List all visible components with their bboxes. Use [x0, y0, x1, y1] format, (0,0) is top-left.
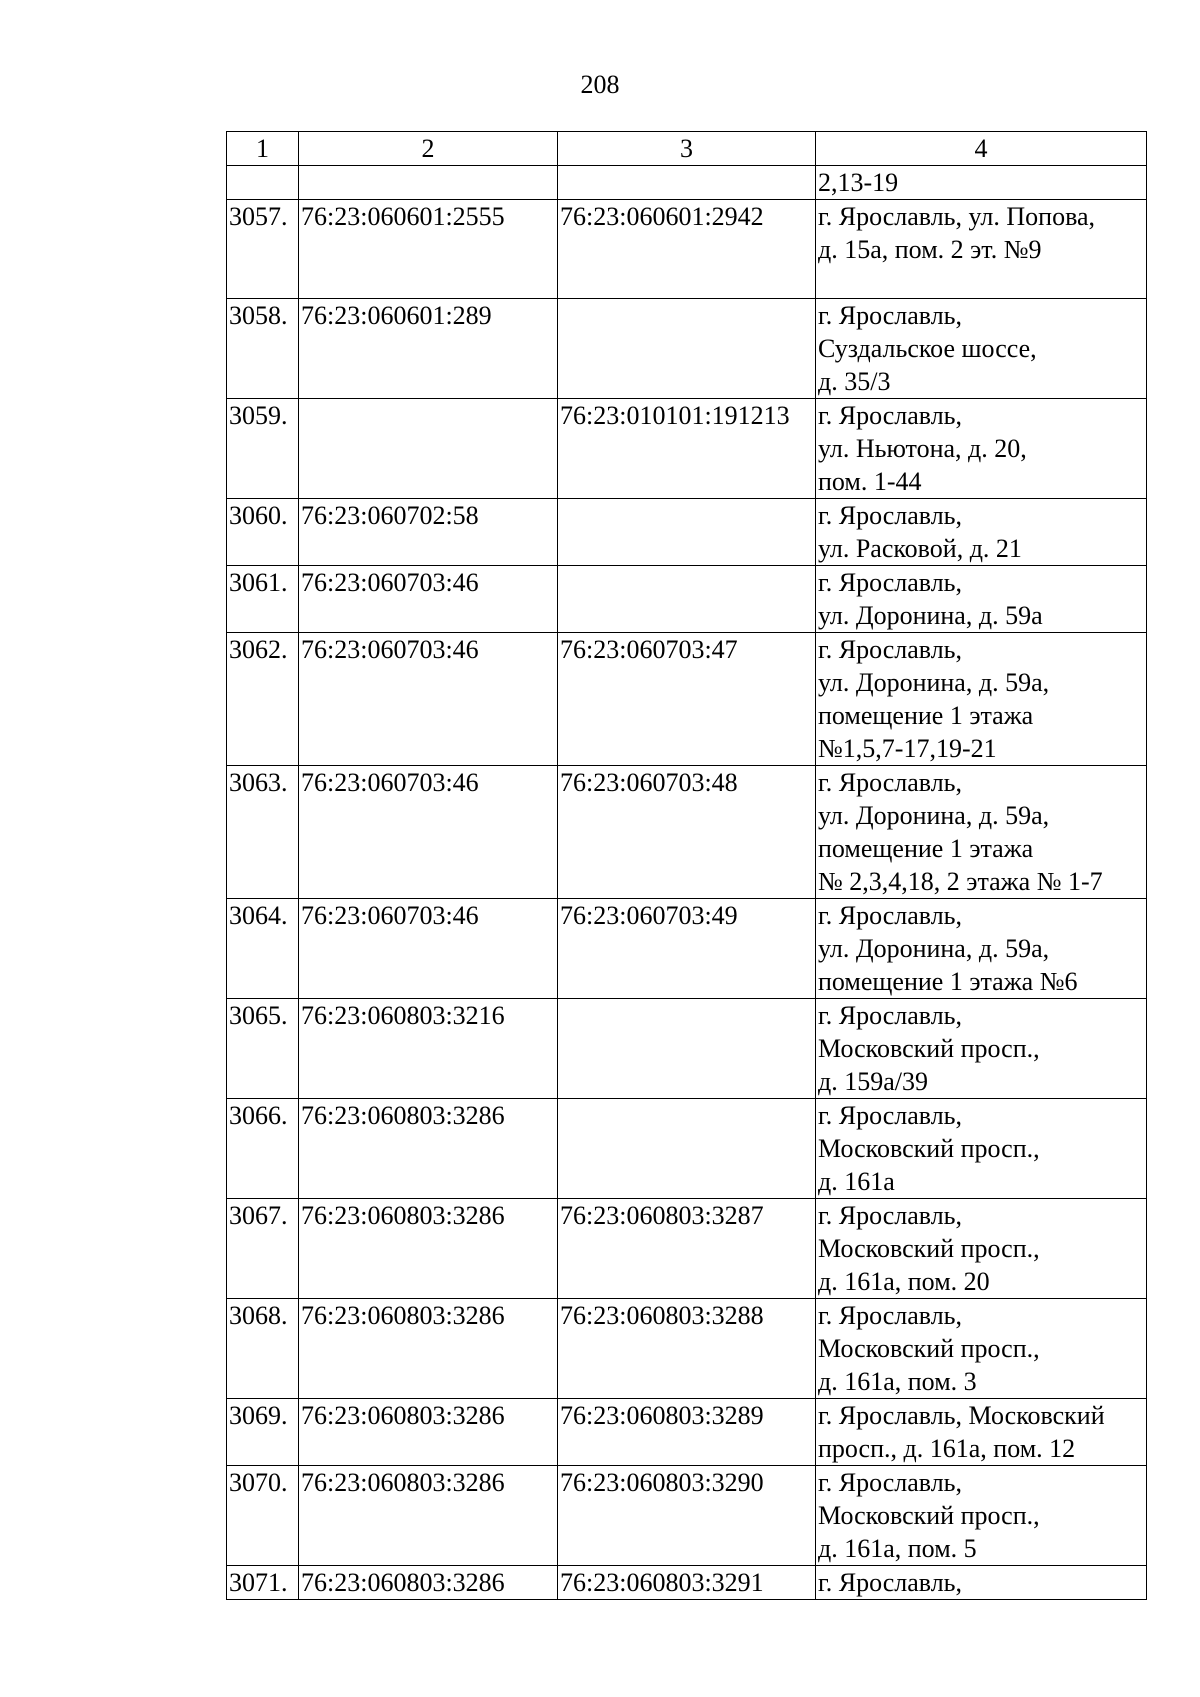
address-cell	[816, 1566, 1147, 1600]
table-row	[227, 1199, 1147, 1299]
table-row	[227, 633, 1147, 766]
address-line: Московский просп.,	[818, 1234, 1040, 1263]
cadastral-number-cell: 76:23:060803:3286	[299, 1199, 558, 1299]
row-number-cell: 3066.	[227, 1099, 299, 1199]
cadastral-number-cell: 76:23:060703:46	[299, 899, 558, 999]
premises-cadastral-number-cell	[558, 999, 816, 1099]
address-line: д. 15а, пом. 2 эт. №9	[818, 235, 1042, 264]
premises-cadastral-number-cell	[558, 1099, 816, 1199]
row-number-cell	[227, 166, 299, 200]
premises-cadastral-number-cell: 76:23:060803:3290	[558, 1466, 816, 1566]
premises-cadastral-number-cell: 76:23:060803:3288	[558, 1299, 816, 1399]
cadastral-number-cell: 76:23:060803:3286	[299, 1099, 558, 1199]
row-number-cell: 3057.	[227, 200, 299, 299]
cadastral-number-cell: 76:23:060703:46	[299, 633, 558, 766]
premises-cadastral-number-cell	[558, 499, 816, 566]
address-line: г. Ярославль,	[818, 1468, 963, 1497]
address-line: ул. Ньютона, д. 20,	[818, 434, 1027, 463]
address-cell	[816, 1466, 1147, 1566]
cadastral-number-cell: 76:23:060803:3286	[299, 1399, 558, 1466]
page-number: 208	[580, 70, 620, 99]
address-line: ул. Доронина, д. 59а,	[818, 801, 1050, 830]
row-number-cell: 3070.	[227, 1466, 299, 1566]
address-line: д. 159а/39	[818, 1067, 928, 1096]
address-cell	[816, 399, 1147, 499]
premises-cadastral-number-cell: 76:23:060601:2942	[558, 200, 816, 299]
table-row	[227, 200, 1147, 299]
premises-cadastral-number-cell: 76:23:060803:3287	[558, 1199, 816, 1299]
registry-table	[226, 131, 1147, 1600]
address-cell	[816, 1099, 1147, 1199]
cadastral-number-cell: 76:23:060803:3216	[299, 999, 558, 1099]
address-line: Московский просп.,	[818, 1334, 1040, 1363]
address-line: помещение 1 этажа	[818, 701, 1034, 730]
table-row	[227, 766, 1147, 899]
cadastral-number-cell: 76:23:060601:289	[299, 299, 558, 399]
address-cell	[816, 499, 1147, 566]
address-line: г. Ярославль,	[818, 568, 963, 597]
row-number-cell: 3061.	[227, 566, 299, 633]
table-row	[227, 566, 1147, 633]
premises-cadastral-number-cell: 76:23:060803:3289	[558, 1399, 816, 1466]
address-line: г. Ярославль,	[818, 1301, 963, 1330]
premises-cadastral-number-cell	[558, 166, 816, 200]
address-cell	[816, 633, 1147, 766]
premises-cadastral-number-cell: 76:23:060703:49	[558, 899, 816, 999]
address-line: ул. Расковой, д. 21	[818, 534, 1022, 563]
table-row	[227, 1299, 1147, 1399]
row-number-cell: 3063.	[227, 766, 299, 899]
address-line: д. 35/3	[818, 367, 891, 396]
row-number-cell: 3062.	[227, 633, 299, 766]
premises-cadastral-number-cell	[558, 566, 816, 633]
premises-cadastral-number-cell: 76:23:060703:48	[558, 766, 816, 899]
address-cell	[816, 566, 1147, 633]
table-row	[227, 999, 1147, 1099]
premises-cadastral-number-cell: 76:23:010101:191213	[558, 399, 816, 499]
address-line: г. Ярославль,	[818, 301, 963, 330]
address-cell	[816, 1199, 1147, 1299]
address-cell	[816, 299, 1147, 399]
address-line: Суздальское шоссе,	[818, 334, 1037, 363]
address-line: Московский просп.,	[818, 1034, 1040, 1063]
column-header-3: 3	[558, 132, 816, 166]
address-cell	[816, 766, 1147, 899]
table-row	[227, 399, 1147, 499]
table-body	[227, 166, 1147, 1600]
address-line: просп., д. 161а, пом. 12	[818, 1434, 1076, 1463]
column-header-2: 2	[299, 132, 558, 166]
row-number-cell: 3065.	[227, 999, 299, 1099]
address-line: помещение 1 этажа	[818, 834, 1034, 863]
address-line: д. 161а	[818, 1167, 895, 1196]
row-number-cell: 3064.	[227, 899, 299, 999]
row-number-cell: 3069.	[227, 1399, 299, 1466]
address-line: ул. Доронина, д. 59а,	[818, 668, 1050, 697]
address-line: д. 161а, пом. 5	[818, 1534, 977, 1563]
address-line: 2,13-19	[818, 168, 899, 197]
table-row	[227, 499, 1147, 566]
cadastral-number-cell: 76:23:060601:2555	[299, 200, 558, 299]
address-line: №1,5,7-17,19-21	[818, 734, 997, 763]
address-line: г. Ярославль,	[818, 401, 963, 430]
address-line: помещение 1 этажа №6	[818, 967, 1078, 996]
address-cell	[816, 166, 1147, 200]
row-number-cell: 3068.	[227, 1299, 299, 1399]
address-line: № 2,3,4,18, 2 этажа № 1-7	[818, 867, 1103, 896]
table-row	[227, 166, 1147, 200]
address-cell	[816, 1299, 1147, 1399]
cadastral-number-cell: 76:23:060803:3286	[299, 1466, 558, 1566]
row-number-cell: 3071.	[227, 1566, 299, 1600]
table-row	[227, 1099, 1147, 1199]
address-line: д. 161а, пом. 3	[818, 1367, 977, 1396]
address-line: пом. 1-44	[818, 467, 922, 496]
table-header-row	[227, 132, 1147, 166]
address-cell	[816, 200, 1147, 299]
row-number-cell: 3059.	[227, 399, 299, 499]
table-row	[227, 299, 1147, 399]
address-line: ул. Доронина, д. 59а	[818, 601, 1043, 630]
cadastral-number-cell	[299, 166, 558, 200]
address-line: г. Ярославль,	[818, 1568, 963, 1597]
address-line: г. Ярославль, ул. Попова,	[818, 202, 1096, 231]
address-line: д. 161а, пом. 20	[818, 1267, 990, 1296]
cadastral-number-cell: 76:23:060703:46	[299, 766, 558, 899]
row-number-cell: 3060.	[227, 499, 299, 566]
address-line: Московский просп.,	[818, 1134, 1040, 1163]
address-line: Московский просп.,	[818, 1501, 1040, 1530]
table-row	[227, 1399, 1147, 1466]
cadastral-number-cell: 76:23:060703:46	[299, 566, 558, 633]
address-line: г. Ярославль,	[818, 501, 963, 530]
address-line: г. Ярославль,	[818, 635, 963, 664]
table-row	[227, 899, 1147, 999]
address-line: г. Ярославль,	[818, 901, 963, 930]
cadastral-number-cell: 76:23:060702:58	[299, 499, 558, 566]
address-line: г. Ярославль, Московский	[818, 1401, 1105, 1430]
cadastral-number-cell	[299, 399, 558, 499]
cadastral-number-cell: 76:23:060803:3286	[299, 1299, 558, 1399]
table-row	[227, 1466, 1147, 1566]
address-line: ул. Доронина, д. 59а,	[818, 934, 1050, 963]
premises-cadastral-number-cell: 76:23:060703:47	[558, 633, 816, 766]
address-line: г. Ярославль,	[818, 1201, 963, 1230]
address-cell	[816, 1399, 1147, 1466]
row-number-cell: 3058.	[227, 299, 299, 399]
address-cell	[816, 899, 1147, 999]
column-header-4: 4	[816, 132, 1147, 166]
cadastral-number-cell: 76:23:060803:3286	[299, 1566, 558, 1600]
row-number-cell: 3067.	[227, 1199, 299, 1299]
address-cell	[816, 999, 1147, 1099]
address-line: г. Ярославль,	[818, 768, 963, 797]
address-line: г. Ярославль,	[818, 1001, 963, 1030]
address-line: г. Ярославль,	[818, 1101, 963, 1130]
premises-cadastral-number-cell	[558, 299, 816, 399]
table-row	[227, 1566, 1147, 1600]
column-header-1: 1	[227, 132, 299, 166]
premises-cadastral-number-cell: 76:23:060803:3291	[558, 1566, 816, 1600]
